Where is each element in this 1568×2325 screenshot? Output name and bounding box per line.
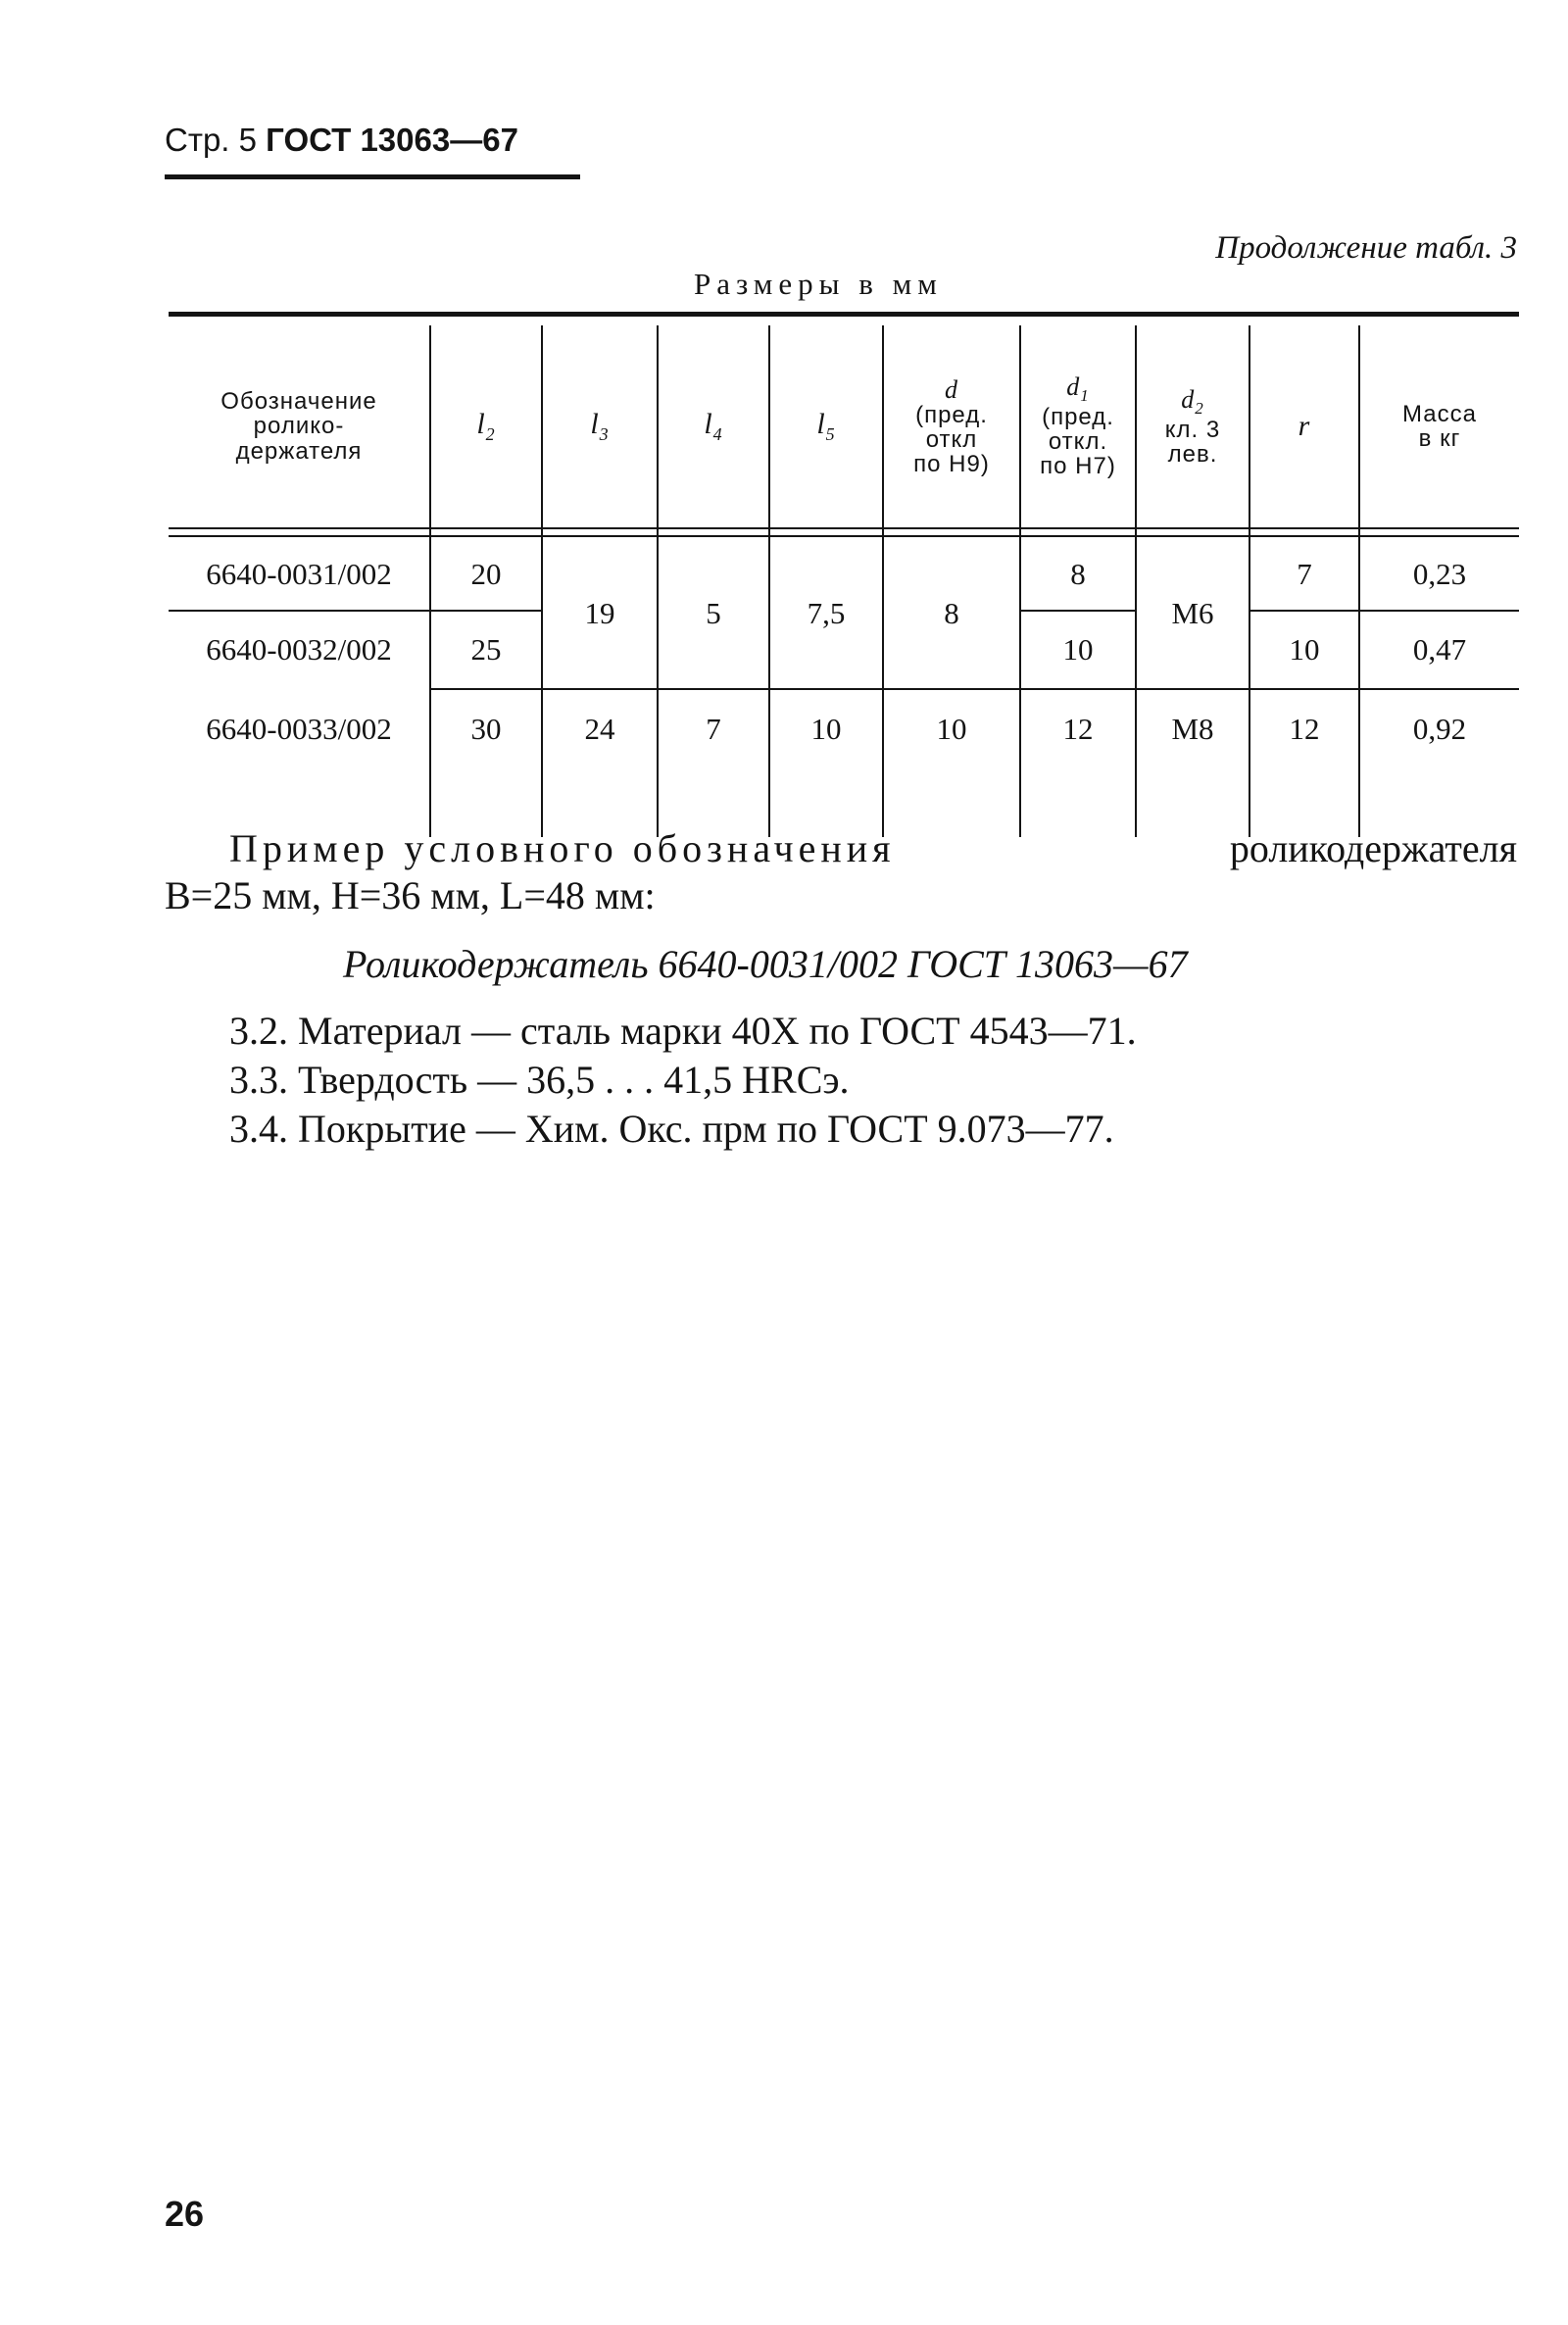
header-l2-symbol: l — [476, 408, 486, 441]
row3-mass: 0,92 — [1412, 712, 1467, 746]
row3-d1: 12 — [1062, 712, 1094, 746]
header-designation — [169, 325, 429, 527]
header-l5-sub: 5 — [825, 424, 836, 445]
header-r-symbol: r — [1298, 410, 1311, 443]
header-d2 — [1137, 325, 1249, 527]
header-d1-line2: (пред. — [1042, 404, 1114, 431]
row1-r: 7 — [1297, 557, 1312, 591]
merged-d: 8 — [944, 596, 959, 630]
page-label: Стр. 5 — [165, 122, 257, 158]
row2-mass: 0,47 — [1412, 632, 1467, 667]
header-mass — [1360, 325, 1519, 527]
header-d2-symbol: d — [1181, 384, 1196, 414]
table-top-rule — [169, 312, 1519, 317]
row2-d1: 10 — [1062, 632, 1094, 667]
header-designation-line1: Обозначение — [220, 388, 377, 416]
row2-l2: 25 — [470, 632, 502, 667]
header-d-line3: откл — [925, 426, 978, 454]
header-l3-symbol: l — [590, 408, 600, 441]
table-continuation-label: Продолжение табл. 3 — [1215, 230, 1517, 266]
header-l5 — [770, 325, 882, 527]
merged-d2: М6 — [1171, 596, 1214, 630]
row1-designation: 6640-0031/002 — [206, 557, 392, 591]
header-d2-line3: лев. — [1167, 440, 1218, 468]
header-d — [884, 325, 1019, 527]
header-designation-line3: держателя — [235, 437, 363, 465]
header-designation-line2: ролико- — [253, 413, 345, 440]
example-line1-lead: Пример условного обозначения — [229, 826, 896, 870]
standard-number: ГОСТ 13063—67 — [266, 122, 518, 158]
merged-l4: 5 — [706, 596, 721, 630]
header-rule-1 — [169, 527, 1519, 529]
header-d1-sub: 1 — [1080, 386, 1090, 406]
clause-3-2: 3.2. Материал — сталь марки 40Х по ГОСТ 4543—71. — [229, 1009, 1137, 1053]
row1-l2: 20 — [470, 557, 502, 591]
row3-l2: 30 — [470, 712, 502, 746]
example-line1-tail: роликодержателя — [1229, 826, 1517, 870]
clause-3-3: 3.3. Твердость — 36,5 . . . 41,5 HRCэ. — [229, 1058, 850, 1102]
header-l5-symbol: l — [816, 408, 826, 441]
row1-d1: 8 — [1070, 557, 1086, 591]
merged-l3: 19 — [584, 596, 615, 630]
example-designation: Роликодержатель 6640-0031/002 ГОСТ 13063—67 — [343, 942, 1188, 986]
row3-designation: 6640-0033/002 — [206, 712, 392, 746]
header-d1 — [1021, 325, 1135, 527]
page-number: 26 — [165, 2194, 205, 2234]
row2-designation: 6640-0032/002 — [206, 632, 392, 667]
row1-mass: 0,23 — [1412, 557, 1467, 591]
row3-r: 12 — [1289, 712, 1320, 746]
header-mass-line2: в кг — [1418, 425, 1461, 452]
row3-l3: 24 — [584, 712, 615, 746]
header-l4-symbol: l — [704, 408, 713, 441]
header-l3 — [543, 325, 657, 527]
clause-3-4: 3.4. Покрытие — Хим. Окс. прм по ГОСТ 9.073—77. — [229, 1107, 1114, 1151]
header-l4-sub: 4 — [712, 424, 723, 445]
header-d2-line2: кл. 3 — [1164, 416, 1221, 443]
row3-d: 10 — [936, 712, 967, 746]
header-d-symbol: d — [945, 374, 958, 404]
row3-l5: 10 — [810, 712, 842, 746]
example-line2: B=25 мм, H=36 мм, L=48 мм: — [165, 873, 656, 917]
header-rule-2 — [169, 535, 1519, 537]
header-d1-line4: по H7) — [1040, 453, 1116, 480]
running-header — [165, 122, 518, 159]
units-caption: Размеры в мм — [694, 267, 943, 301]
header-mass-line1: Масса — [1402, 400, 1477, 427]
row2-r: 10 — [1289, 632, 1320, 667]
header-rule — [165, 174, 580, 179]
row3-l4: 7 — [706, 712, 721, 746]
header-l3-sub: 3 — [599, 424, 610, 445]
header-d1-symbol: d — [1066, 372, 1081, 402]
header-r — [1250, 325, 1358, 527]
header-d-line2: (пред. — [915, 401, 988, 428]
header-l4 — [659, 325, 768, 527]
header-l2 — [431, 325, 541, 527]
header-d1-line3: откл. — [1048, 428, 1108, 456]
header-l2-sub: 2 — [485, 424, 496, 445]
header-d2-sub: 2 — [1195, 398, 1204, 418]
merged-l5: 7,5 — [807, 596, 846, 630]
row3-d2: М8 — [1171, 712, 1214, 746]
header-d-line4: по H9) — [913, 451, 990, 478]
